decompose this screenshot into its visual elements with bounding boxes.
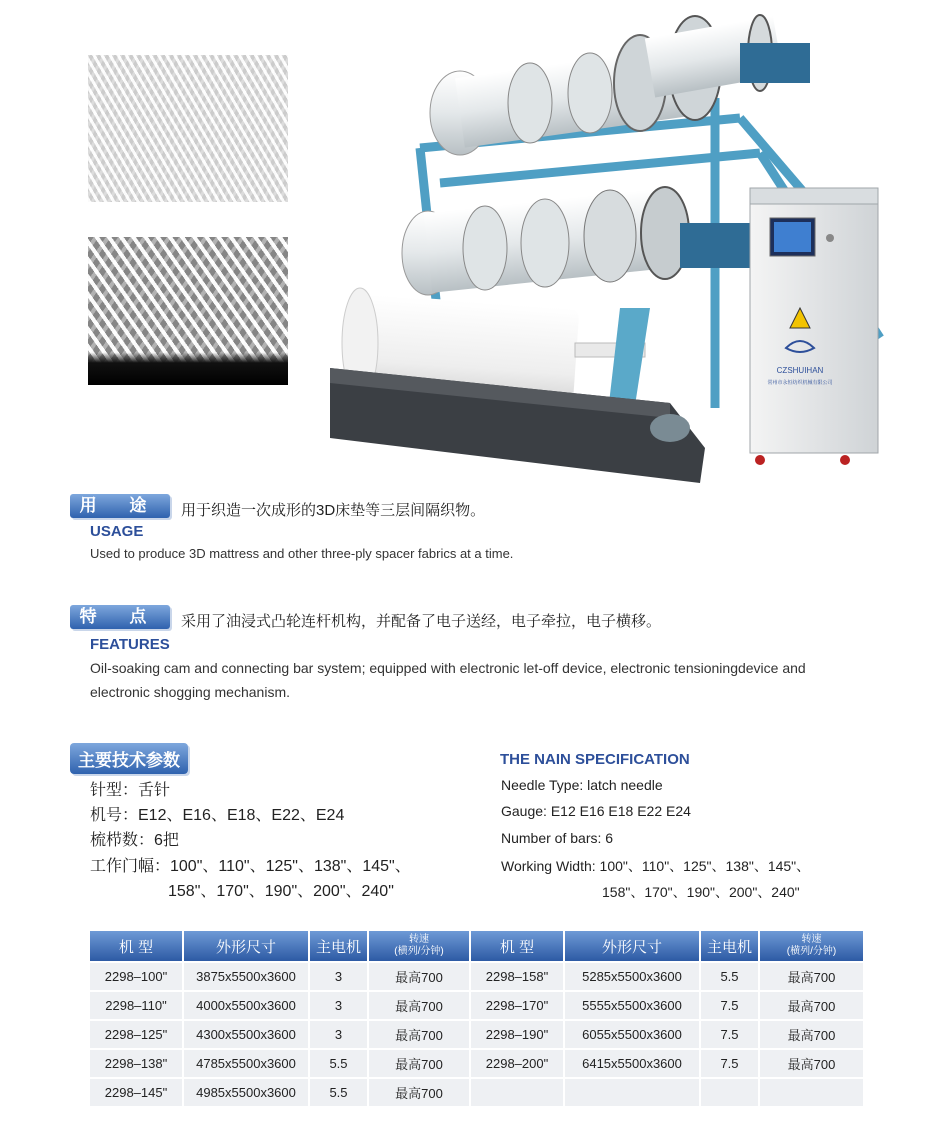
table-cell: 6415x5500x3600 [565, 1050, 699, 1077]
table-cell: 最高700 [760, 992, 863, 1019]
table-cell: 7.5 [701, 992, 758, 1019]
table-row [90, 1050, 863, 1077]
table-cell: 2298–100" [90, 963, 182, 990]
usage-en-label: USAGE [90, 523, 144, 540]
table-cell: 最高700 [760, 1021, 863, 1048]
table-cell: 5.5 [310, 1050, 367, 1077]
spec-en-line: Number of bars: 6 [501, 830, 614, 846]
spec-cn-line: 机号：E12、E16、E18、E22、E24 [90, 807, 345, 824]
table-cell: 3 [310, 992, 367, 1019]
machine-brand: CZSHUIHAN [776, 366, 824, 375]
table-cell: 最高700 [760, 963, 863, 990]
table-cell: 5.5 [701, 963, 758, 990]
spec-cn-title: 主要技术参数 [70, 743, 188, 774]
table-cell: 最高700 [369, 992, 469, 1019]
features-en-line1: Oil-soaking cam and connecting bar system; equipped with electronic let-off device, electronic tensioningdevice and [90, 660, 806, 676]
table-cell: 7.5 [701, 1050, 758, 1077]
table-cell: 5285x5500x3600 [565, 963, 699, 990]
table-row [90, 992, 863, 1019]
table-cell: 7.5 [701, 1021, 758, 1048]
machine-company: 常州市永恒纺织机械有限公司 [767, 380, 833, 386]
table-cell: 3 [310, 1021, 367, 1048]
features-cn-text: 采用了油浸式凸轮连杆机构，并配备了电子送经，电子牵拉，电子横移。 [181, 613, 662, 630]
table-cell [471, 1079, 563, 1106]
table-cell: 2298–170" [471, 992, 563, 1019]
table-cell [565, 1079, 699, 1106]
spec-cn-line: 158"、170"、190"、200"、240" [168, 883, 394, 900]
header-motor: 主电机 [701, 931, 758, 961]
header-dimensions: 外形尺寸 [565, 931, 699, 961]
header-model: 机 型 [90, 931, 182, 961]
machine-illustration [320, 8, 920, 488]
fabric-swatch-spacer [88, 237, 288, 385]
usage-en-text: Used to produce 3D mattress and other three-ply spacer fabrics at a time. [90, 546, 514, 561]
spec-cn-line: 梳栉数：6把 [90, 832, 179, 849]
spec-cn-line: 针型：舌针 [90, 782, 171, 799]
table-row [90, 1021, 863, 1048]
table-cell: 2298–158" [471, 963, 563, 990]
table-cell: 3875x5500x3600 [184, 963, 308, 990]
table-cell: 2298–200" [471, 1050, 563, 1077]
table-cell: 6055x5500x3600 [565, 1021, 699, 1048]
table-cell: 4785x5500x3600 [184, 1050, 308, 1077]
fabric-swatch-mesh [88, 55, 288, 202]
table-cell: 最高700 [369, 1079, 469, 1106]
table-cell: 最高700 [369, 1050, 469, 1077]
header-model: 机 型 [471, 931, 563, 961]
spec-en-line: Working Width: 100"、110"、125"、138"、145"、 [501, 858, 811, 874]
table-header-row [90, 931, 863, 961]
table-cell: 2298–125" [90, 1021, 182, 1048]
header-dimensions: 外形尺寸 [184, 931, 308, 961]
table-cell: 2298–138" [90, 1050, 182, 1077]
table-cell: 3 [310, 963, 367, 990]
table-cell: 最高700 [369, 1021, 469, 1048]
features-cn-label: 特 点 [70, 605, 170, 629]
table-cell [760, 1079, 863, 1106]
table-cell: 2298–145" [90, 1079, 182, 1106]
table-cell: 5.5 [310, 1079, 367, 1106]
model-spec-table [88, 929, 865, 1108]
table-cell: 最高700 [760, 1050, 863, 1077]
header-speed: 转速 (横列/分钟) [760, 931, 863, 961]
table-cell: 2298–110" [90, 992, 182, 1019]
usage-cn-text: 用于织造一次成形的3D床垫等三层间隔织物。 [181, 502, 486, 519]
header-motor: 主电机 [310, 931, 367, 961]
features-en-label: FEATURES [90, 636, 170, 653]
spec-en-line: 158"、170"、190"、200"、240" [602, 884, 800, 900]
table-row [90, 963, 863, 990]
table-cell: 2298–190" [471, 1021, 563, 1048]
table-cell [701, 1079, 758, 1106]
features-en-line2: electronic shogging mechanism. [90, 684, 290, 700]
usage-cn-label: 用 途 [70, 494, 170, 518]
table-cell: 4300x5500x3600 [184, 1021, 308, 1048]
spec-en-title: THE NAIN SPECIFICATION [500, 751, 690, 768]
header-speed: 转速 (横列/分钟) [369, 931, 469, 961]
table-cell: 最高700 [369, 963, 469, 990]
spec-cn-line: 工作门幅：100"、110"、125"、138"、145"、 [90, 858, 411, 875]
spec-en-line: Gauge: E12 E16 E18 E22 E24 [501, 803, 691, 819]
spec-en-line: Needle Type: latch needle [501, 777, 663, 793]
table-cell: 4000x5500x3600 [184, 992, 308, 1019]
table-cell: 5555x5500x3600 [565, 992, 699, 1019]
table-cell: 4985x5500x3600 [184, 1079, 308, 1106]
table-row [90, 1079, 863, 1106]
